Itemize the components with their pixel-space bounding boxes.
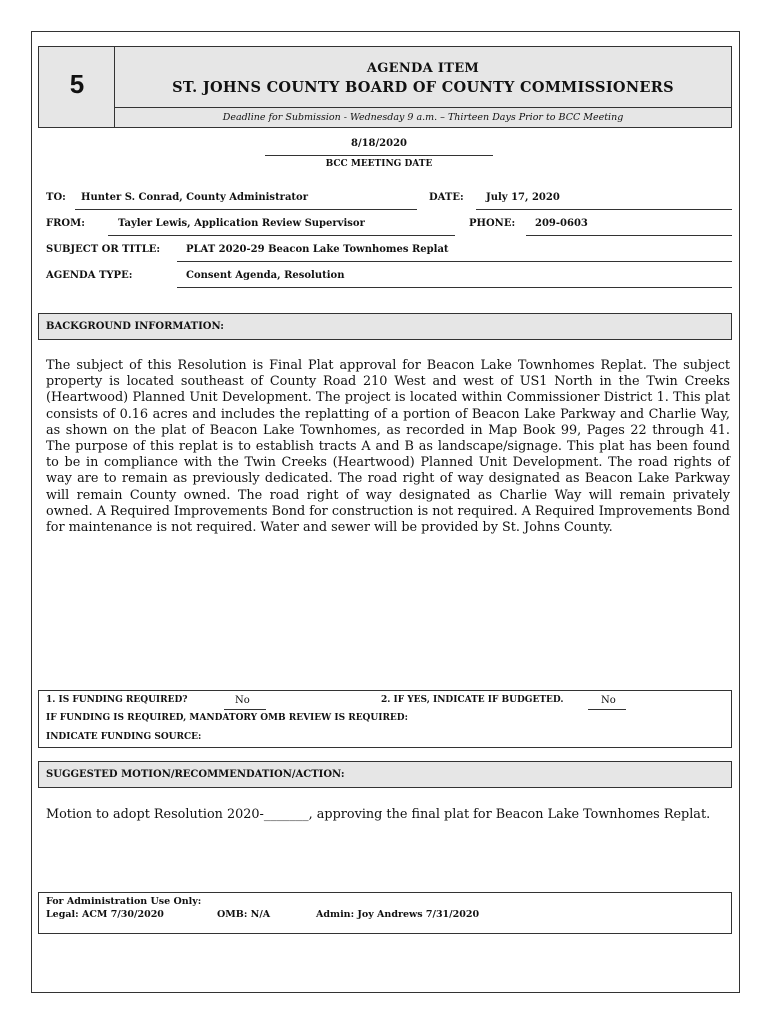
to-value: Hunter S. Conrad, County Administrator xyxy=(81,192,308,203)
from-value: Tayler Lewis, Application Review Supervisor xyxy=(118,218,365,229)
motion-text: Motion to adopt Resolution 2020-_______, approving the final plat for Beacon Lake Townhomes Replat. xyxy=(46,807,711,822)
legal-approval: Legal: ACM 7/30/2020 xyxy=(46,909,164,920)
funding-box xyxy=(38,690,732,748)
motion-heading-bar xyxy=(38,761,732,788)
funding-answer-2: No xyxy=(601,695,616,706)
funding-source-label: INDICATE FUNDING SOURCE: xyxy=(46,732,202,742)
funding-answer-2-underline xyxy=(588,709,626,710)
item-number: 5 xyxy=(69,69,85,99)
subject-value: PLAT 2020-29 Beacon Lake Townhomes Replat xyxy=(186,244,449,255)
meeting-date-underline xyxy=(265,155,493,156)
subject-underline xyxy=(177,261,732,262)
agenda-item-title: AGENDA ITEM xyxy=(366,61,480,76)
agenda-header xyxy=(38,46,732,128)
funding-answer-1-underline xyxy=(224,709,266,710)
phone-value: 209-0603 xyxy=(535,218,588,229)
deadline-note: Deadline for Submission - Wednesday 9 a.m. – Thirteen Days Prior to BCC Meeting xyxy=(115,108,731,127)
funding-answer-1: No xyxy=(235,695,250,706)
meeting-date-label: BCC MEETING DATE xyxy=(325,159,433,169)
agenda-type-value: Consent Agenda, Resolution xyxy=(186,270,345,281)
funding-question-2: 2. IF YES, INDICATE IF BUDGETED. xyxy=(381,695,564,705)
meeting-date: 8/18/2020 xyxy=(350,138,407,149)
to-label: TO: xyxy=(46,192,66,203)
omb-review-note: IF FUNDING IS REQUIRED, MANDATORY OMB REVIEW IS REQUIRED: xyxy=(46,713,408,723)
phone-label: PHONE: xyxy=(469,218,516,229)
from-label: FROM: xyxy=(46,218,85,229)
omb-approval: OMB: N/A xyxy=(217,909,271,920)
background-heading: BACKGROUND INFORMATION: xyxy=(46,321,224,332)
subject-label: SUBJECT OR TITLE: xyxy=(46,244,161,255)
date-label: DATE: xyxy=(429,192,464,203)
from-underline xyxy=(108,235,455,236)
admin-heading: For Administration Use Only: xyxy=(46,896,202,907)
agenda-type-label: AGENDA TYPE: xyxy=(46,270,133,281)
admin-approval: Admin: Joy Andrews 7/31/2020 xyxy=(316,909,480,920)
motion-heading: SUGGESTED MOTION/RECOMMENDATION/ACTION: xyxy=(46,769,345,780)
date-value: July 17, 2020 xyxy=(486,192,560,203)
admin-box xyxy=(38,892,732,934)
agenda-type-underline xyxy=(177,287,732,288)
phone-underline xyxy=(526,235,732,236)
board-title: ST. JOHNS COUNTY BOARD OF COUNTY COMMISSIONERS xyxy=(172,79,674,96)
background-text: The subject of this Resolution is Final Plat approval for Beacon Lake Townhomes Replat. The subject property is located southeast of County Road 210 West and west of US1 North in the Twin Creeks (Heartwood) Planned Unit Development. The project is located within Commissioner District 1. This plat consists of 0.16 acres and includes the replatting of a portion of Beacon Lake Parkway and Charlie Way, as shown on the plat of Beacon Lake Townhomes, as recorded in Map Book 99, Pages 22 through 41. The purpose of this replat is to establish tracts A and B as landscape/signage. This plat has been found to be in compliance with the Twin Creeks (Heartwood) Planned Unit Development. The road rights of way are to remain as previously dedicated. The road right of way designated as Beacon Lake Parkway will remain County owned. The road right of way designated as Charlie Way will remain privately owned. A Required Improvements Bond for construction is not required. A Required Improvements Bond for maintenance is not required. Water and sewer will be provided by St. Johns County. xyxy=(46,358,730,536)
item-number-cell xyxy=(39,47,115,127)
to-underline xyxy=(75,209,417,210)
title-cell xyxy=(115,47,731,108)
background-heading-bar xyxy=(38,313,732,340)
date-underline xyxy=(476,209,732,210)
funding-question-1: 1. IS FUNDING REQUIRED? xyxy=(46,695,188,705)
